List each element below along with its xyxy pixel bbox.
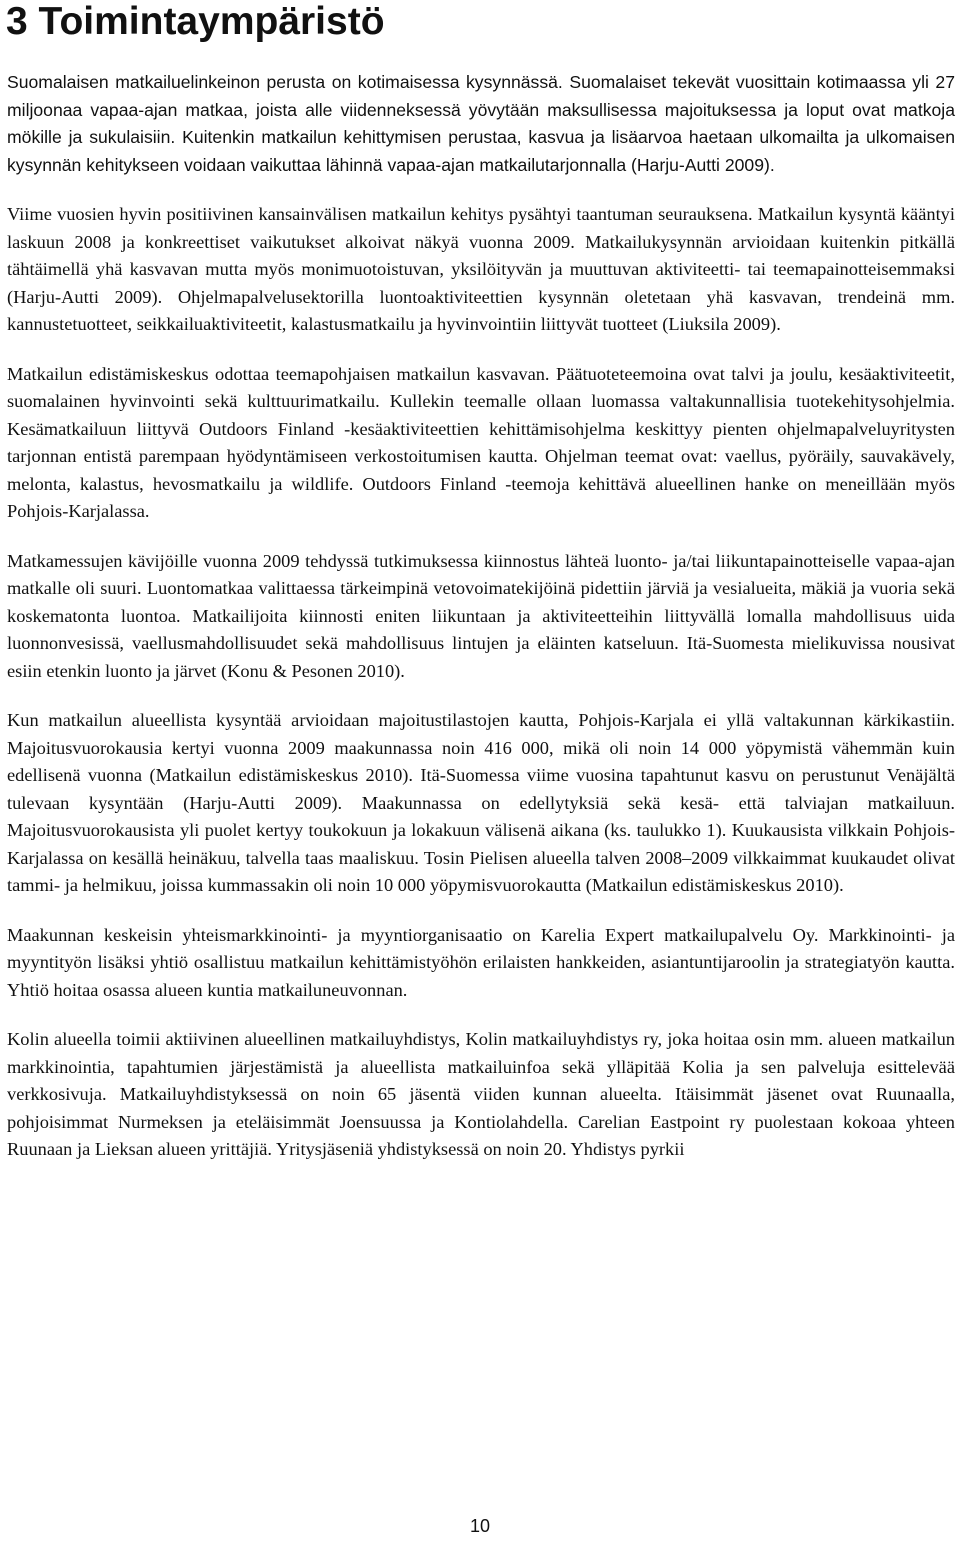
body-text xyxy=(7,69,955,1186)
paragraph: Suomalaisen matkailuelinkeinon perusta on kotimaisessa kysynnässä. Suomalaiset tekevät vuosittain kotimaassa yli 27 miljoonaa vapaa-ajan matkaa, joista alle viidenneksessä yövytään maksullisessa majoituksessa ja loput ovat matkoja mökille ja sukulaisiin. Kuitenkin matkailun kehittymisen perustaa, kasvua ja lisäarvoa haetaan ulkomailta ja ulkomaisen kysynnän kehitykseen voidaan vaikuttaa lähinnä vapaa-ajan matkailutarjonnalla (Harju-Autti 2009). xyxy=(7,72,955,175)
paragraph: Kolin alueella toimii aktiivinen alueellinen matkailuyhdistys, Kolin matkailuyhdistys ry, joka hoitaa osin mm. alueen matkailun markkinointia, tapahtumien järjestämistä ja alueellista matkailuinfoa sekä ylläpitää Kolia ja sen palveluja esittelevää verkkosivuja. Matkailuyhdistyksessä on noin 65 jäsentä viiden kunnan alueelta. Itäisimmät jäsenet ovat Ruunaalla, pohjoisimmat Nurmeksen ja eteläisimmät Joensuussa ja Kontiolahdella. Carelian Eastpoint ry puolestaan kokoaa yhteen Ruunaan ja Lieksan alueen yrittäjiä. Yritysjäseniä yhdistyksessä on noin 20. Yhdistys pyrkii xyxy=(7,1029,955,1159)
paragraph: Matkailun edistämiskeskus odottaa teemapohjaisen matkailun kasvavan. Päätuoteteemoina ovat talvi ja joulu, kesäaktiviteetit, suomalainen hyvinvointi sekä kulttuurimatkailu. Kullekin teemalle ollaan luomassa valtakunnallisia tuotekehitysohjelmia. Kesämatkailuun liittyvä Outdoors Finland -kesäaktiviteettien kehittämisohjelma keskittyy pienten ohjelmapalveluyritysten tarjonnan entistä parempaan hyödyntämiseen verkostoitumisen kautta. Ohjelman teemat ovat: vaellus, pyöräily, sauvakävely, melonta, kalastus, hevosmatkailu ja wildlife. Outdoors Finland -teemoja kehittävä alueellinen hanke on meneillään myös Pohjois-Karjalassa. xyxy=(7,363,955,521)
paragraph: Viime vuosien hyvin positiivinen kansainvälisen matkailun kehitys pysähtyi taantuman seurauksena. Matkailun kysyntä kääntyi laskuun 2008 ja konkreettiset vaikutukset alkoivat näkyä vuonna 2009. Matkailukysynnän arvioidaan kuitenkin pitkällä tähtäimellä yhä kasvavan mutta myös monimuotoistuvan, yksilöityvän ja muuttuvan aktiviteetti- tai teemapainotteisemmaksi (Harju-Autti 2009). Ohjelmapalvelusektorilla luontoaktiviteettien kysynnän oletetaan yhä kasvavan, trendeinä mm. kannustetuotteet, seikkailuaktiviteetit, kalastusmatkailu ja hyvinvointiin liittyvät tuotteet (Liuksila 2009). xyxy=(7,204,955,334)
paragraph: Kun matkailun alueellista kysyntää arvioidaan majoitustilastojen kautta, Pohjois-Karjala ei yllä valtakunnan kärkikastiin. Majoitusvuorokausia kertyi vuonna 2009 maakunnassa noin 416 000, mikä oli noin 14 000 yöpymistä vähemmän kuin edellisenä vuonna (Matkailun edistämiskeskus 2010). Itä-Suomessa viime vuosina tapahtunut kasvu on perustunut Venäjältä tulevaan kysyntään (Harju-Autti 2009). Maakunnassa on edellytyksiä sekä kesä- että talviajan matkailuun. Majoitusvuorokausista yli puolet kertyy toukokuun ja lokakuun välisenä aikana (ks. taulukko 1). Kuukausista vilkkain Pohjois-Karjalassa on kesällä heinäkuu, talvella taas maaliskuu. Tosin Pielisen alueella talven 2008–2009 vilkkaimmat kuukaudet olivat tammi- ja helmikuu, joissa kummassakin oli noin 10 000 yöpymisvuorokautta (Matkailun edistämiskeskus 2010). xyxy=(7,710,955,895)
page-number: 10 xyxy=(469,1516,491,1536)
section-heading: 3 Toimintaympäristö xyxy=(6,0,385,43)
paragraph: Matkamessujen kävijöille vuonna 2009 tehdyssä tutkimuksessa kiinnostus lähteä luonto- ja/tai liikuntapainotteiselle vapaa-ajan matkalle oli suuri. Luontomatkaa valittaessa tärkeimpinä vetovoimatekijöinä pidettiin järviä ja vesialueita, mäkiä ja vuoria sekä koskematonta luontoa. Matkailijoita kiinnosti eniten liikuntaan ja aktiviteetteihin liittyvällä lomalla mahdollisuus uida luonnonvesissä, vaellusmahdollisuudet sekä mahdollisuus lintujen ja eläinten katseluun. Itä-Suomesta mielikuvissa nousivat esiin etenkin luonto ja järvet (Konu & Pesonen 2010). xyxy=(7,550,955,681)
paragraph: Maakunnan keskeisin yhteismarkkinointi- ja myyntiorganisaatio on Karelia Expert matkailupalvelu Oy. Markkinointi- ja myyntityön lisäksi yhtiö osallistuu matkailun kehittämistyöhön erilaisten hankkeiden, asiantuntijaroolin ja strategiatyön kautta. Yhtiö hoitaa osassa alueen kuntia matkailuneuvonnan. xyxy=(7,924,955,1000)
